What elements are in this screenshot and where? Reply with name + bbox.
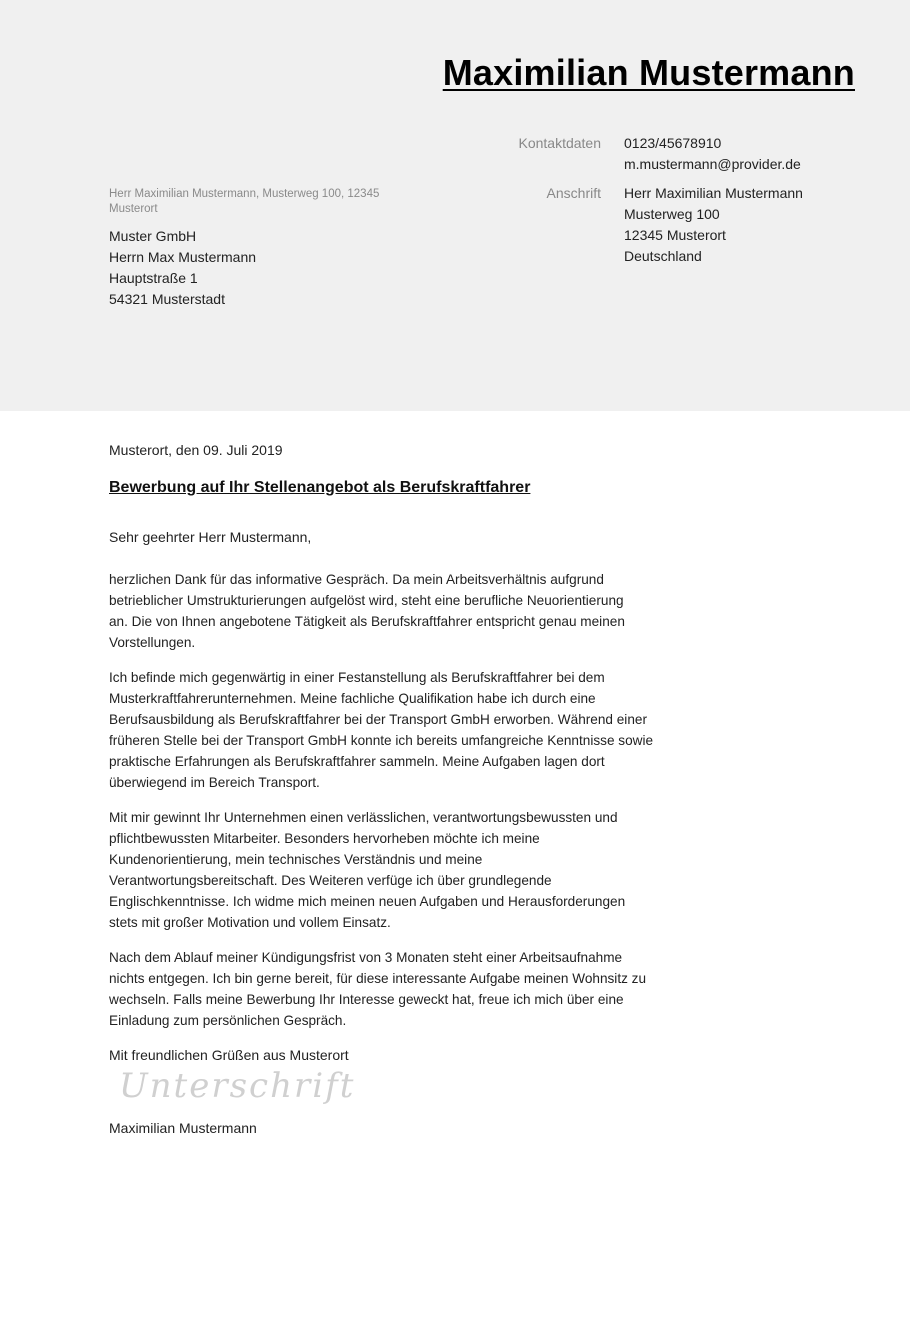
letterhead xyxy=(0,0,910,411)
address-line: Deutschland xyxy=(624,248,702,264)
paragraph xyxy=(109,667,729,793)
recipient-line: Muster GmbH xyxy=(109,228,197,244)
paragraph-line: Musterkraftfahrerunternehmen. Meine fachliche Qualifikation habe ich durch eine xyxy=(109,691,596,706)
recipient-line: 54321 Musterstadt xyxy=(109,291,225,307)
recipient-address xyxy=(109,226,256,310)
contact-label: Kontaktdaten xyxy=(518,135,601,151)
paragraphs xyxy=(109,569,729,1031)
applicant-name: Maximilian Mustermann xyxy=(442,52,855,93)
paragraph-line: praktische Erfahrungen als Berufskraftfahrer sammeln. Meine Aufgaben lagen dort xyxy=(109,754,605,769)
paragraph-line: herzlichen Dank für das informative Gespräch. Da mein Arbeitsverhältnis aufgrund xyxy=(109,572,604,587)
address-line: Herr Maximilian Mustermann xyxy=(624,185,803,201)
paragraph-line: stets mit großer Motivation und vollem Einsatz. xyxy=(109,915,391,930)
paragraph xyxy=(109,807,729,933)
phone: 0123/45678910 xyxy=(624,135,722,151)
paragraph-line: nichts entgegen. Ich bin gerne bereit, für diese interessante Aufgabe meinen Wohnsitz zu xyxy=(109,971,647,986)
letter-subject: Bewerbung auf Ihr Stellenangebot als Berufskraftfahrer xyxy=(109,479,531,496)
paragraph xyxy=(109,947,729,1031)
paragraph-line: Einladung zum persönlichen Gespräch. xyxy=(109,1013,347,1028)
closing: Mit freundlichen Grüßen aus Musterort xyxy=(109,1047,349,1063)
paragraph-line: Mit mir gewinnt Ihr Unternehmen einen verlässlichen, verantwortungsbewussten und xyxy=(109,810,618,825)
letter-body xyxy=(109,440,729,1139)
signer-name: Maximilian Mustermann xyxy=(109,1120,257,1136)
paragraph-line: Kundenorientierung, mein technisches Verständnis und meine xyxy=(109,852,483,867)
paragraph-line: an. Die von Ihnen angebotene Tätigkeit als Berufskraftfahrer entspricht genau meinen xyxy=(109,614,625,629)
paragraph-line: Nach dem Ablauf meiner Kündigungsfrist von 3 Monaten steht einer Arbeitsaufnahme xyxy=(109,950,623,965)
paragraph-line: überwiegend im Bereich Transport. xyxy=(109,775,320,790)
paragraph-line: früheren Stelle bei der Transport GmbH konnte ich bereits umfangreiche Kenntnisse sowie xyxy=(109,733,654,748)
paragraph-line: Berufsausbildung als Berufskraftfahrer bei der Transport GmbH erworben. Während einer xyxy=(109,712,647,727)
sender-line: Herr Maximilian Mustermann, Musterweg 100, 12345 Musterort xyxy=(109,188,380,215)
paragraph-line: Ich befinde mich gegenwärtig in einer Festanstellung als Berufskraftfahrer bei dem xyxy=(109,670,605,685)
paragraph-line: betrieblicher Umstrukturierungen aufgelöst wird, steht eine berufliche Neuorientierung xyxy=(109,593,624,608)
letter-date: Musterort, den 09. Juli 2019 xyxy=(109,442,283,458)
email: m.mustermann@provider.de xyxy=(624,156,801,172)
paragraph-line: Verantwortungsbereitschaft. Des Weiteren verfüge ich über grundlegende xyxy=(109,873,552,888)
greeting: Sehr geehrter Herr Mustermann, xyxy=(109,529,312,545)
paragraph-line: wechseln. Falls meine Bewerbung Ihr Interesse geweckt hat, freue ich mich über eine xyxy=(109,992,624,1007)
recipient-line: Hauptstraße 1 xyxy=(109,270,198,286)
paragraph-line: Vorstellungen. xyxy=(109,635,196,650)
address-line: Musterweg 100 xyxy=(624,206,720,222)
paragraph-line: pflichtbewussten Mitarbeiter. Besonders hervorheben möchte ich meine xyxy=(109,831,540,846)
address-label: Anschrift xyxy=(546,185,601,201)
paragraph xyxy=(109,569,729,653)
recipient-line: Herrn Max Mustermann xyxy=(109,249,257,265)
signature-image: Unterschrift xyxy=(119,1066,356,1106)
address-line: 12345 Musterort xyxy=(624,227,726,243)
paragraph-line: Englischkenntnisse. Ich widme mich meinen neuen Aufgaben und Herausforderungen xyxy=(109,894,626,909)
